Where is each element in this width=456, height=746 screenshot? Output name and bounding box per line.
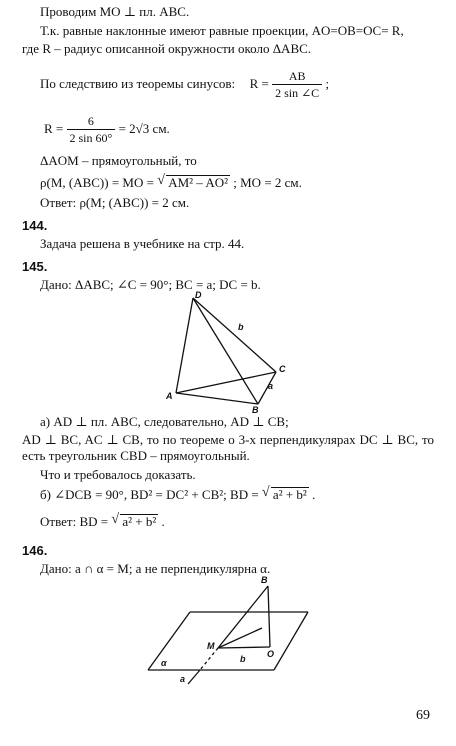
part-b-radicand: a² + b²: [272, 487, 307, 502]
label-a-line: a: [180, 674, 186, 684]
calc-numerator: 6: [67, 114, 116, 130]
distance-radicand: AM² – AO²: [168, 175, 229, 190]
label-alpha: α: [161, 658, 167, 668]
p146-given: Дано: a ∩ α = M; a не перпендикулярна α.: [40, 561, 271, 576]
label-a-edge: a: [268, 381, 274, 391]
line-a-above: [218, 586, 268, 648]
part-b-tail: .: [312, 487, 316, 502]
p146-number: 146.: [22, 543, 48, 558]
p145-given: Дано: ΔABC; ∠C = 90°; BC = a; DC = b.: [40, 277, 261, 292]
calc-rhs: = 2√3 см.: [118, 120, 170, 136]
line-a-hidden: [200, 648, 218, 670]
p143-line-equal-projections: Т.к. равные наклонные имеют равные проекции, AO=OB=OC= R,: [40, 23, 404, 38]
page-number: 69: [416, 708, 430, 723]
p143-line-mo-perp: Проводим MO ⊥ пл. ABC.: [40, 4, 190, 19]
label-d: D: [195, 290, 202, 300]
formula-r-tail: ;: [325, 75, 330, 91]
p144-text: Задача решена в учебнике на стр. 44.: [40, 236, 245, 251]
p145-number: 145.: [22, 259, 48, 274]
sine-corollary-text: По следствию из теоремы синусов:: [40, 75, 236, 91]
p145-part-a-line3: Что и требовалось доказать.: [40, 467, 196, 482]
part-b-lhs: б) ∠DCB = 90°, BD² = DC² + CB²; BD =: [40, 487, 259, 502]
formula-r-denominator: 2 sin ∠C: [275, 86, 320, 101]
label-b: B: [252, 405, 259, 415]
label-o: O: [267, 649, 275, 659]
answer-radicand: a² + b²: [122, 514, 157, 529]
segment-bo: [268, 586, 270, 647]
distance-rhs: ; MO = 2 см.: [233, 175, 302, 190]
answer-tail: .: [161, 514, 165, 529]
line-b: [218, 628, 262, 648]
calc-lhs: R =: [44, 120, 64, 136]
segment-mo: [218, 647, 270, 648]
p144-number: 144.: [22, 218, 48, 233]
formula-r-lhs: R =: [249, 75, 269, 91]
calc-denominator: 2 sin 60°: [69, 131, 113, 146]
p143-line-radius: где R – радиус описанной окружности около ΔABC.: [22, 41, 312, 56]
label-c: C: [279, 364, 286, 374]
label-b-point: B: [261, 575, 268, 585]
distance-lhs: ρ(M, (ABC)) = MO =: [40, 175, 154, 190]
plane-edge-left: [148, 612, 190, 670]
line-a-below: [188, 670, 200, 684]
p145-part-a-line2: AD ⊥ BC, AC ⊥ CB, то по теореме о 3-х перпендикулярах DC ⊥ BC, то есть треугольник CBD – прямоугольный.: [22, 432, 434, 463]
formula-r-numerator: AB: [272, 69, 322, 85]
label-m: M: [207, 641, 215, 651]
p143-answer: Ответ: ρ(M; (ABC)) = 2 см.: [40, 195, 190, 210]
label-a: A: [166, 391, 173, 401]
answer-lhs: Ответ: BD =: [40, 514, 109, 529]
label-b-edge: b: [238, 322, 244, 332]
plane-edge-right: [274, 612, 308, 670]
p143-triangle-aom: ΔAOM – прямоугольный, то: [40, 153, 197, 168]
label-b-line: b: [240, 654, 246, 664]
p145-part-a-line1: а) AD ⊥ пл. ABC, следовательно, AD ⊥ CB;: [40, 414, 289, 429]
